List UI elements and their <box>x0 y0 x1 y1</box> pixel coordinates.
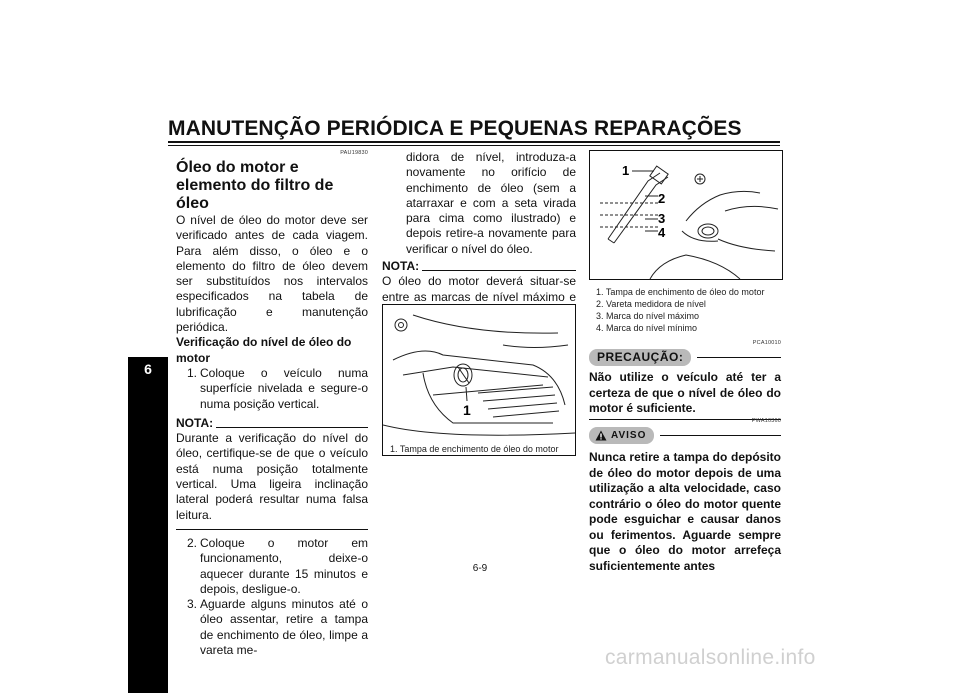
note-label: NOTA: <box>176 415 214 430</box>
note-heading-line <box>422 270 576 271</box>
figure-dipstick <box>589 150 783 280</box>
figure-oil-filler-cap <box>382 304 576 456</box>
dipstick-illustration <box>590 151 782 279</box>
note-heading <box>176 416 368 431</box>
warning-text: Nunca retire a tampa do depósito de óleo do motor depois de uma utilização a alta velocidade, caso contrário o óleo do motor quente pode esguichar e causar danos ou ferimentos. Aguarde sempre que o óleo do motor arrefeça suficientemente antes <box>589 450 781 573</box>
warning-triangle-icon <box>595 430 607 441</box>
warning-block <box>589 418 781 574</box>
warning-heading <box>589 427 781 444</box>
chapter-tab <box>128 357 168 693</box>
step-text: Coloque o veículo numa superfície nivelada e segure-o numa posição vertical. <box>200 365 368 411</box>
section-title: Óleo do motor e elemento do filtro de óleo <box>176 159 334 212</box>
caution-text: Não utilize o veículo até ter a certeza de que o nível de óleo do motor é suficiente. <box>589 370 781 415</box>
caution-block <box>589 340 781 420</box>
note-text: O óleo do motor deverá situar-se entre as marcas de nível máximo e <box>382 274 576 304</box>
caution-label: PRECAUÇÃO: <box>589 349 691 366</box>
step-number: 3. <box>186 597 197 612</box>
column-1 <box>176 150 368 658</box>
caution-code: PCA10010 <box>752 340 781 346</box>
figure-caption: 1. Tampa de enchimento de óleo do motor <box>390 444 559 454</box>
caution-heading-line <box>697 357 781 358</box>
watermark: carmanualsonline.info <box>605 646 816 669</box>
step-text: Coloque o motor em funcionamento, deixe-o aquecer durante 15 minutos e depois, desligue-o. <box>200 535 368 596</box>
figure-captions <box>596 286 782 334</box>
step-3-continued: didora de nível, introduza-a novamente no orifício de enchimento de óleo (sem a atarraxar e com a seta virada para cima como ilustrado) e depois retire-a novamente para verificar o nível do óleo. <box>406 150 576 256</box>
figure-callout-4: 4 <box>658 225 666 240</box>
note-heading-line <box>216 427 368 428</box>
section-code: PAU19830 <box>340 150 368 156</box>
warning-code: PWA10360 <box>751 418 781 424</box>
header-rule-thin <box>168 145 780 146</box>
caution-heading <box>589 349 781 366</box>
step-number: 2. <box>186 535 197 550</box>
page-title: MANUTENÇÃO PERIÓDICA E PEQUENAS REPARAÇÕES <box>168 117 742 140</box>
oil-filler-cap-illustration <box>383 305 575 455</box>
warning-label: AVISO <box>611 430 647 441</box>
page-number: 6-9 <box>472 563 488 574</box>
caption-line: 3. Marca do nível máximo <box>596 311 700 321</box>
caption-line: 2. Vareta medidora de nível <box>596 299 706 309</box>
chapter-number: 6 <box>144 361 152 377</box>
note-label: NOTA: <box>382 259 420 274</box>
header-rule <box>168 141 780 143</box>
warning-label-box <box>589 427 654 444</box>
note-end-rule <box>176 523 368 530</box>
figure-callout: 1 <box>463 402 471 418</box>
warning-heading-line <box>660 435 781 436</box>
step-1 <box>176 366 368 412</box>
figure-callout-1: 1 <box>622 163 630 178</box>
caption-line: 4. Marca do nível mínimo <box>596 323 698 333</box>
figure-callout-2: 2 <box>658 191 666 206</box>
note-text: Durante a verificação do nível do óleo, certifique-se de que o veículo está numa posição totalmente vertical. Uma ligeira inclinação lateral poderá resultar numa falsa leitura. <box>176 431 368 522</box>
caption-line: 1. Tampa de enchimento de óleo do motor <box>596 287 765 297</box>
step-text: Aguarde alguns minutos até o óleo assentar, retire a tampa de enchimento de óleo, limpe a vareta me- <box>200 597 368 658</box>
intro-paragraph: O nível de óleo do motor deve ser verificado antes de cada viagem. Para além disso, o óleo e o elemento do filtro de óleo devem ser substituídos nos intervalos especificados na tabela de lubrificação e manutenção periódica. <box>176 213 368 335</box>
note-heading <box>382 259 576 274</box>
subheading: Verificação do nível de óleo do motor <box>176 335 352 365</box>
step-3 <box>176 597 368 658</box>
figure-callout-3: 3 <box>658 211 666 226</box>
step-number: 1. <box>186 365 197 380</box>
